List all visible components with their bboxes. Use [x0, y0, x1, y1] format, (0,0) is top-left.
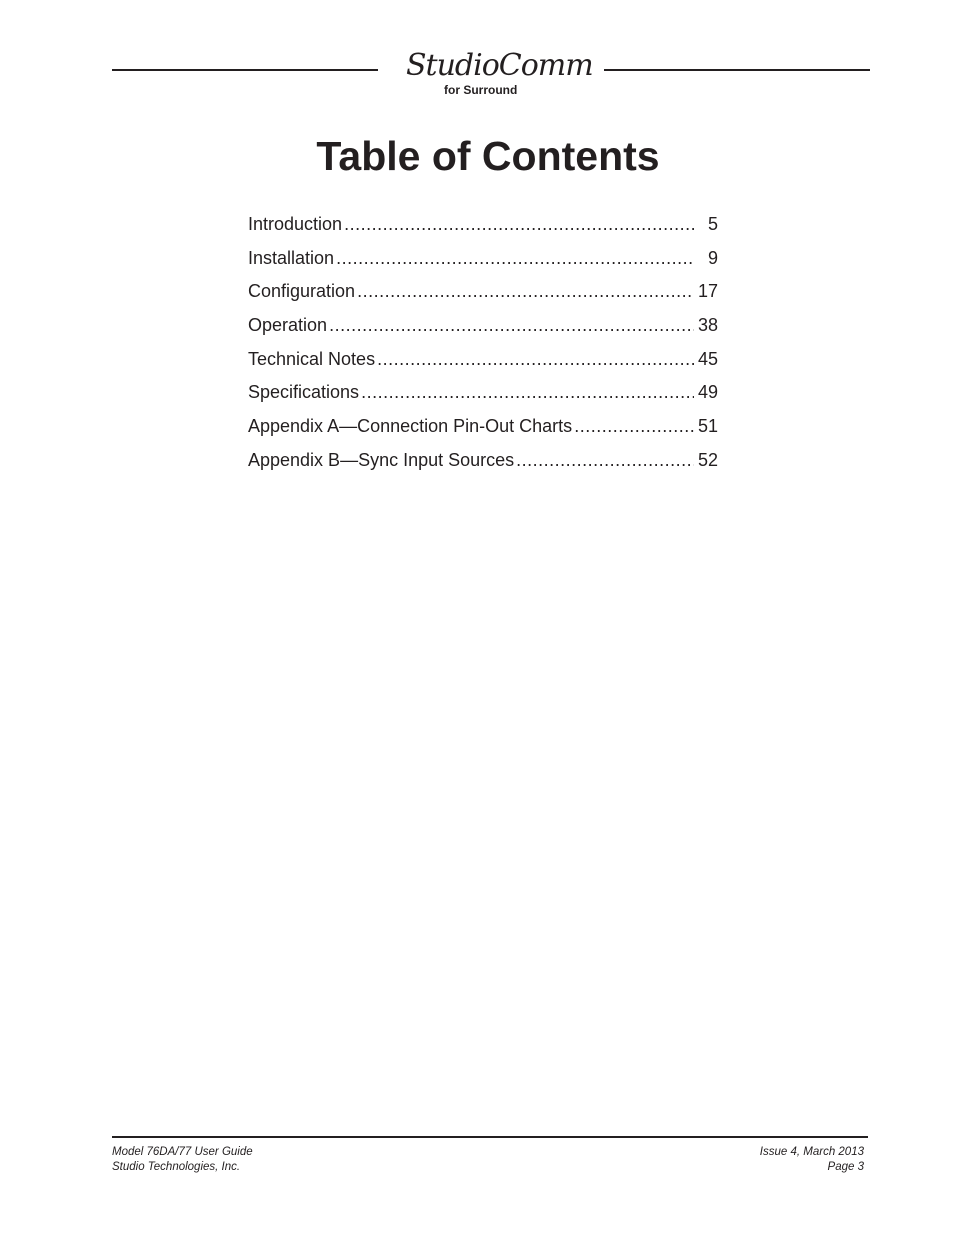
toc-leader-dots: [361, 382, 694, 403]
toc-leader-dots: [574, 416, 694, 437]
toc-entry-page: 45: [697, 348, 718, 369]
toc-entry-appendix-a[interactable]: [248, 416, 718, 450]
toc-entry-page: 17: [697, 281, 718, 302]
toc-entry-title: Appendix B—Sync Input Sources: [248, 449, 515, 470]
toc-entry-page: 38: [697, 315, 718, 336]
toc-entry-title: Configuration: [248, 281, 356, 302]
toc-list: [248, 214, 718, 484]
footer-issue: Issue 4, March 2013: [759, 1146, 864, 1158]
toc-entry-introduction[interactable]: [248, 214, 718, 248]
toc-entry-technical-notes[interactable]: [248, 349, 718, 383]
toc-entry-specifications[interactable]: [248, 382, 718, 416]
footer-right: [760, 1145, 864, 1175]
toc-entry-page: 5: [707, 214, 718, 234]
footer-page-number: Page 3: [827, 1161, 864, 1173]
toc-leader-dots: [329, 315, 694, 336]
toc-entry-title: Technical Notes: [248, 348, 376, 369]
toc-entry-page: 9: [707, 247, 718, 268]
toc-entry-installation[interactable]: [248, 248, 718, 282]
studiocomm-logo: [400, 48, 593, 100]
header-rule-right: [604, 69, 870, 71]
page-title: Table of Contents: [316, 133, 660, 179]
toc-entry-page: 49: [697, 382, 718, 403]
toc-entry-title: Appendix A—Connection Pin-Out Charts: [248, 416, 573, 437]
toc-leader-dots: [357, 281, 694, 302]
footer-company: Studio Technologies, Inc.: [112, 1161, 241, 1173]
toc-entry-configuration[interactable]: [248, 281, 718, 315]
toc-entry-page: 51: [697, 416, 718, 437]
toc-entry-title: Introduction: [248, 214, 343, 234]
logo-script-text: StudioComm: [406, 48, 593, 83]
footer-document-title: Model 76DA/77 User Guide: [112, 1146, 253, 1158]
footer-left: [112, 1145, 253, 1175]
toc-entry-page: 52: [697, 449, 718, 470]
footer-rule: [112, 1136, 868, 1138]
toc-entry-title: Operation: [248, 315, 328, 336]
toc-entry-appendix-b[interactable]: [248, 450, 718, 484]
toc-leader-dots: [516, 450, 694, 471]
toc-entry-title: Specifications: [248, 382, 360, 403]
toc-leader-dots: [377, 349, 694, 370]
toc-leader-dots: [336, 248, 694, 269]
toc-leader-dots: [344, 214, 694, 235]
toc-entry-operation[interactable]: [248, 315, 718, 349]
toc-entry-title: Installation: [248, 247, 335, 268]
header-rule-left: [112, 69, 378, 71]
logo-subtitle: for Surround: [444, 83, 518, 97]
